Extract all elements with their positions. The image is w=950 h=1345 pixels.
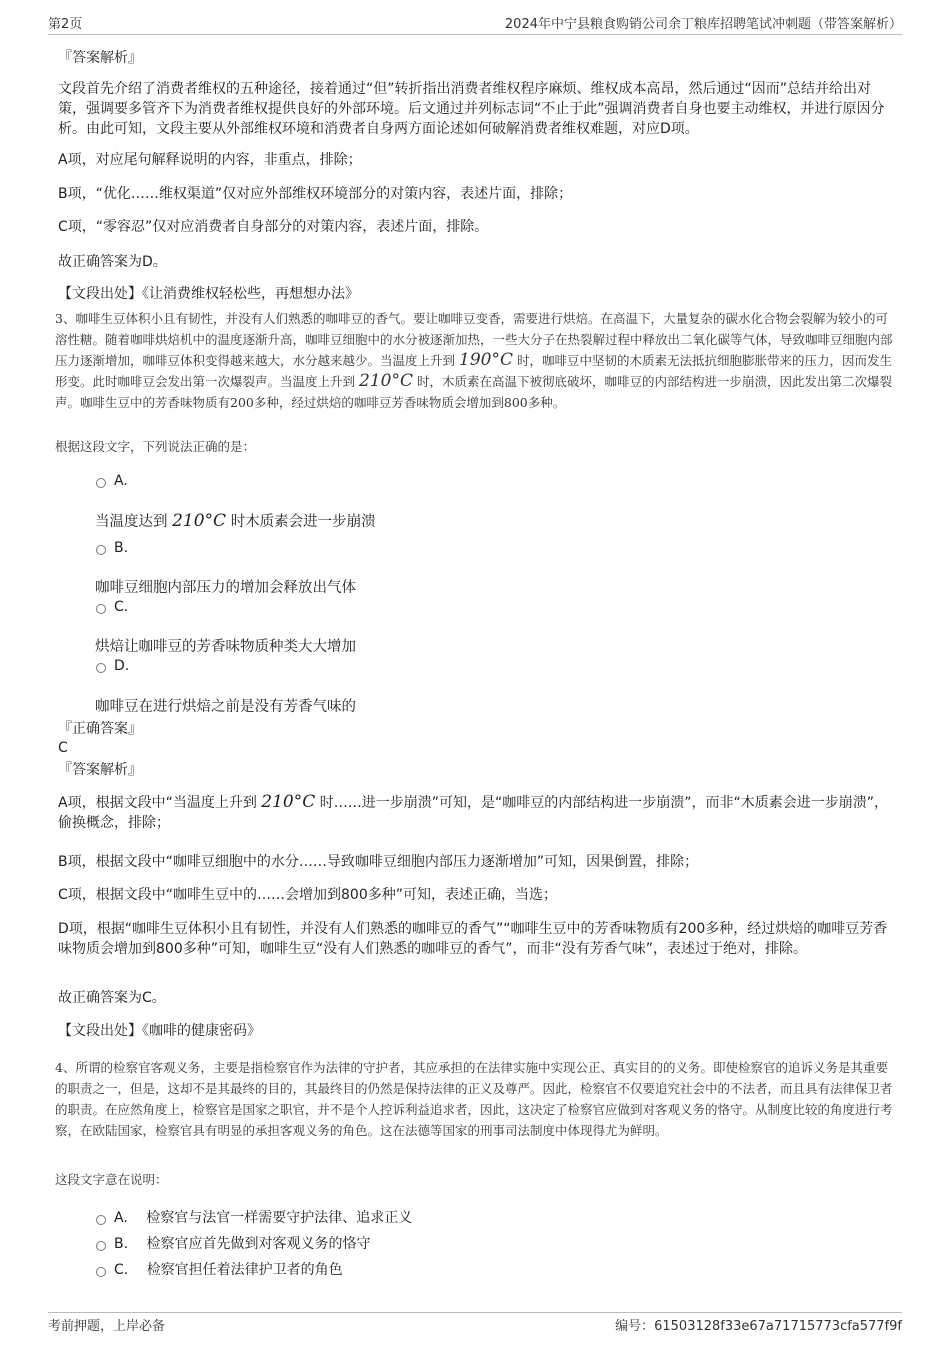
q2-analysis-text: 文段首先介绍了消费者维权的五种途径，接着通过“但”转折指出消费者维权程序麻烦、维权成本高昂，然后通过“因而”总结并给出对策，强调要多管齐下为消费者维权提供良好的外部环境。后文通过并列标志词“不止于此”强调消费者自身也要主动维权，并进行原因分析。由此可知，文段主要从外部维权环境和消费者自身两方面论述如何破解消费者维权难题，对应D项。	[58, 81, 885, 137]
q2-analysis-b: B项，“优化……维权渠道”仅对应外部维权环境部分的对策内容，表述片面，排除；	[58, 186, 573, 202]
q4-option-a[interactable]: A. 检察官与法官一样需要守护法律、追求正义	[96, 1207, 412, 1227]
q3-answer-label: 『正确答案』	[58, 721, 142, 737]
q4-option-b[interactable]: B. 检察官应首先做到对客观义务的恪守	[96, 1233, 371, 1253]
q3-option-a-radio[interactable]: A.	[96, 473, 128, 489]
q2-source: 【文段出处】《让消费维权轻松些，再想想办法》	[58, 286, 359, 302]
q3-analysis-d: D项，根据“咖啡生豆体积小且有韧性，并没有人们熟悉的咖啡豆的香气”“咖啡生豆中的芳香味物质有200多种，经过烘焙的咖啡豆芳香味物质会增加到800多种”可知，咖啡生豆“没有人们熟悉的咖啡豆的香气”，而非“没有芳香气味”，表述过于绝对，排除。	[58, 921, 888, 957]
page-header	[48, 12, 902, 35]
q4-option-c[interactable]: C. 检察官担任着法律护卫者的角色	[96, 1259, 343, 1279]
radio-icon	[96, 663, 106, 673]
q3-option-b-text: 咖啡豆细胞内部压力的增加会释放出气体	[95, 580, 356, 596]
q3-analysis-b: B项，根据文段中“咖啡豆细胞中的水分……导致咖啡豆细胞内部压力逐渐增加”可知，因果倒置，排除；	[58, 854, 699, 870]
document-title: 2024年中宁县粮食购销公司余丁粮库招聘笔试冲刺题（带答案解析）	[504, 17, 902, 32]
q3-option-d-text: 咖啡豆在进行烘焙之前是没有芳香气味的	[95, 699, 356, 715]
q3-analysis-label: 『答案解析』	[58, 762, 142, 778]
radio-icon	[96, 478, 106, 488]
q2-analysis-c: C项，“零容忍”仅对应消费者自身部分的对策内容，表述片面，排除。	[58, 219, 489, 235]
q2-analysis-label: 『答案解析』	[58, 50, 142, 66]
q3-answer: C	[58, 740, 68, 756]
page-footer	[48, 1312, 902, 1337]
q4-prompt: 这段文字意在说明：	[55, 1172, 168, 1187]
q3-analysis-a: A项，根据文段中“当温度上升到 210°C 时……进一步崩溃”可知，是“咖啡豆的内部结构进一步崩溃”，而非“木质素会进一步崩溃”，偷换概念，排除；	[58, 792, 888, 831]
footer-id: 编号：61503128f33e67a71715773cfa577f9f	[615, 1319, 902, 1334]
q3-temp-210: 210°C	[359, 371, 413, 391]
radio-icon	[96, 1241, 106, 1251]
q3-option-b-radio[interactable]: B.	[96, 540, 128, 556]
q3-passage-part1: 3、咖啡生豆体积小且有韧性，并没有人们熟悉的咖啡豆的香气。要让咖啡豆变香，需要进行烘焙。在高温下，大量复杂的碳水化合物会裂解为较小的可溶性糖。随着咖啡烘焙机中的温度逐渐升高，咖啡豆细胞中的水分被逐渐加热，一些大分子在热裂解过程中释放出二氧化碳等气体，导致咖啡豆细胞内部压力逐渐增加，咖啡豆体积变得越来越大，水分越来越少。当温度上升到	[55, 311, 893, 368]
q2-conclusion: 故正确答案为D。	[58, 254, 167, 270]
q3-option-c-radio[interactable]: C.	[96, 599, 128, 615]
q3-passage	[55, 308, 897, 413]
q3-conclusion: 故正确答案为C。	[58, 990, 166, 1006]
radio-icon	[96, 1215, 106, 1225]
q3-passage-part3: 时，木质素在高温下被彻底破坏，咖啡豆的内部结构进一步崩溃，因此发出第二次爆裂声。咖啡生豆中的芳香味物质有200多种，经过烘焙的咖啡豆芳香味物质会增加到800多种。	[55, 374, 892, 410]
q4-passage: 4、所谓的检察官客观义务，主要是指检察官作为法律的守护者，其应承担的在法律实施中实现公正、真实目的的义务。即使检察官的追诉义务是其重要的职责之一，但是，这却不是其最终的目的，其最终目的仍然是保持法律的正义及尊严。因此，检察官不仅要追究社会中的不法者，而且具有法律保卫者的职责。在应然角度上，检察官是国家之职官，并不是个人控诉利益追求者，因此，这决定了检察官应做到对客观义务的恪守。从制度比较的角度进行考察，在欧陆国家，检察官具有明显的承担客观义务的角色。这在法德等国家的刑事司法制度中体现得尤为鲜明。	[55, 1060, 893, 1138]
page-number: 第2页	[48, 17, 83, 32]
q2-analysis-a: A项，对应尾句解释说明的内容，非重点，排除；	[58, 152, 362, 168]
q3-analysis-c: C项，根据文段中“咖啡生豆中的……会增加到800多种”可知，表述正确，当选；	[58, 887, 558, 903]
radio-icon	[96, 604, 106, 614]
footer-slogan: 考前押题，上岸必备	[48, 1319, 166, 1334]
radio-icon	[96, 1267, 106, 1277]
q3-option-d-radio[interactable]: D.	[96, 658, 129, 674]
q3-option-c-text: 烘焙让咖啡豆的芳香味物质种类大大增加	[95, 639, 356, 655]
q3-passage-part2: 时，咖啡豆中坚韧的木质素无法抵抗细胞膨胀带来的压力，因而发生形变。此时咖啡豆会发出第一次爆裂声。当温度上升到	[55, 353, 892, 389]
q3-option-a-text: 当温度达到 210°C 时木质素会进一步崩溃	[95, 511, 376, 531]
q3-temp-190: 190°C	[459, 350, 513, 370]
radio-icon	[96, 545, 106, 555]
q3-source: 【文段出处】《咖啡的健康密码》	[58, 1023, 261, 1039]
q3-prompt: 根据这段文字，下列说法正确的是：	[55, 439, 256, 454]
